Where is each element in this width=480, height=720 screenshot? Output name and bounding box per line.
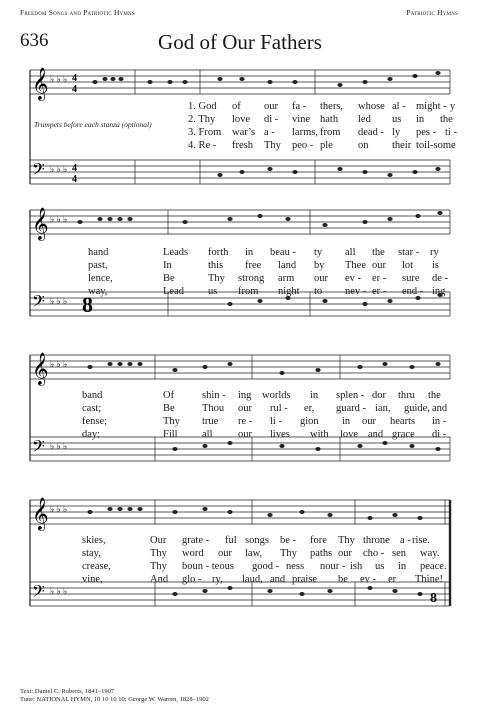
performance-instruction: Trumpets before each stanza (optional) (34, 120, 152, 129)
verse-4-line: day; Fill all our lives with love and grace di - (82, 429, 447, 440)
svg-text:♭ ♭ ♭: ♭ ♭ ♭ (50, 586, 68, 596)
svg-text:8: 8 (430, 591, 437, 606)
music-system-4 (20, 490, 460, 625)
svg-text:4: 4 (72, 174, 77, 185)
svg-text:4: 4 (72, 163, 77, 174)
verse-1-line: band Of shin - ing worlds in splen - dor thru the (82, 390, 441, 401)
verse-2-line: past, In this free land by Thee our lot is (88, 260, 440, 271)
svg-text:𝄢: 𝄢 (32, 159, 45, 183)
svg-text:♭ ♭ ♭: ♭ ♭ ♭ (50, 164, 68, 174)
time-signature: 4 (72, 73, 77, 84)
verse-4-line: vine, And glo - ry, laud, and praise be ev - er Thine! (82, 574, 443, 585)
svg-text:♭ ♭ ♭: ♭ ♭ ♭ (50, 296, 68, 306)
hymn-number: 636 (20, 30, 49, 51)
time-signature: 8 (82, 292, 93, 317)
verse-1-line: 1. God of our fa - thers, whose al - might - y (188, 101, 456, 112)
svg-text:4: 4 (72, 84, 77, 95)
verse-2-line: stay, Thy word our law, Thy paths our cho - sen way. (82, 548, 440, 559)
svg-text:𝄞: 𝄞 (32, 352, 49, 385)
verse-4-line: way, Lead us from night to nev - er - end - ing (88, 286, 446, 297)
verse-3-line: lence, Be Thy strong arm our ev - er - sure de - (88, 273, 449, 284)
music-system-1 (20, 60, 460, 200)
svg-text:𝄢: 𝄢 (32, 436, 45, 460)
svg-text:♭ ♭ ♭: ♭ ♭ ♭ (50, 441, 68, 451)
verse-2-line: 2. Thy love di - vine hath led us in the (188, 114, 453, 125)
verse-3-line: 3. From war’s a - larms, from dead - ly pes - ti - (188, 127, 457, 138)
svg-text:♭ ♭ ♭: ♭ ♭ ♭ (50, 359, 68, 369)
verse-2-line: cast; Be Thou our rul - er, guard - ian, guide, and (82, 403, 448, 414)
music-system-3 (20, 345, 460, 480)
svg-text:𝄞: 𝄞 (32, 67, 49, 100)
verse-4-line: 4. Re - fresh Thy peo - ple on their toil-some (188, 140, 456, 151)
svg-text:𝄞: 𝄞 (32, 497, 49, 530)
text-credit: Text: Daniel C. Roberts, 1841–1907 (20, 688, 115, 695)
verse-3-line: crease, Thy boun - teous good - ness nour - ish us in peace. (82, 561, 447, 572)
tune-credit: Tune: NATIONAL HYMN, 10 10 10 10; George W. Warren, 1828–1902 (20, 696, 209, 703)
svg-text:𝄢: 𝄢 (32, 291, 45, 315)
verse-1-line: skies, Our grate - ful songs be - fore Thy throne a - rise. (82, 535, 430, 546)
hymn-credits (20, 688, 209, 704)
svg-text:♭ ♭ ♭: ♭ ♭ ♭ (50, 74, 68, 84)
svg-text:♭ ♭ ♭: ♭ ♭ ♭ (50, 214, 68, 224)
svg-text:♭ ♭ ♭: ♭ ♭ ♭ (50, 504, 68, 514)
hymn-title: God of Our Fathers (158, 30, 322, 54)
verse-1-line: hand Leads forth in beau - ty all the star - ry (88, 247, 439, 258)
page-header-left: Freedom Songs and Patriotic Hymns (20, 8, 135, 17)
svg-text:𝄢: 𝄢 (32, 581, 45, 605)
svg-text:𝄞: 𝄞 (32, 207, 49, 240)
page-header-right: Patriotic Hymns (406, 8, 458, 17)
music-system-2 (20, 200, 460, 335)
verse-3-line: fense; Thy true re - li - gion in our hearts in - (82, 416, 447, 427)
